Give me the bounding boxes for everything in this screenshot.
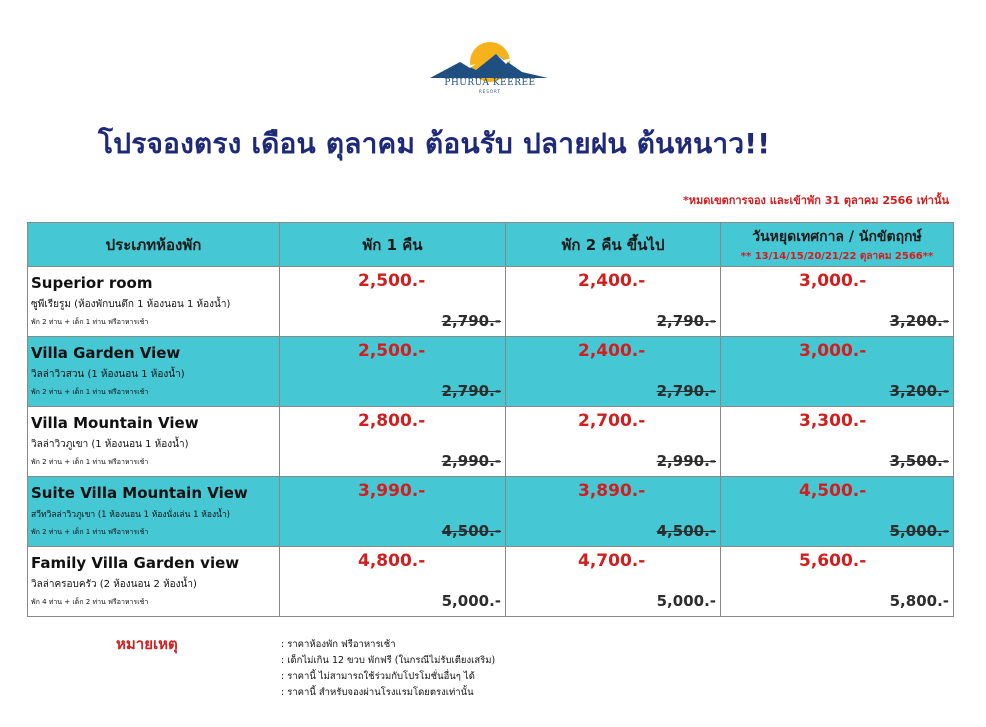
remark-item: : ราคานี้ สำหรับจองผ่านโรงแรมโดยตรงเท่านั้น — [281, 687, 474, 698]
table-row — [28, 477, 954, 547]
room-description: สวีทวิลล่าวิวภูเขา (1 ห้องนอน 1 ห้องนั่งเล่น 1 ห้องน้ำ) — [31, 510, 231, 520]
room-occupancy: พัก 4 ท่าน + เด็ก 2 ท่าน ฟรีอาหารเช้า — [31, 598, 149, 606]
regular-price: 2,990.- — [656, 452, 716, 470]
remark-item: : ราคาห้องพัก ฟรีอาหารเช้า — [281, 639, 396, 650]
promo-price: 2,400.- — [578, 271, 646, 291]
table-header-row — [28, 223, 954, 267]
room-name: Superior room — [31, 274, 153, 292]
regular-price: 5,000.- — [656, 592, 716, 610]
price-cell-two-nights — [506, 337, 721, 407]
remark-item: : ราคานี้ ไม่สามารถใช้ร่วมกับโปรโมชั่นอื่นๆ ได้ — [281, 671, 475, 682]
price-cell-one-night — [280, 267, 506, 337]
price-cell-two-nights — [506, 477, 721, 547]
promo-price: 3,000.- — [799, 341, 867, 361]
price-cell-two-nights — [506, 407, 721, 477]
promo-price: 2,500.- — [358, 271, 426, 291]
price-cell-holiday — [721, 547, 954, 617]
header-room-type: ประเภทห้องพัก — [28, 223, 280, 267]
room-occupancy: พัก 2 ท่าน + เด็ก 1 ท่าน ฟรีอาหารเช้า — [31, 318, 149, 326]
room-description: วิลล่าวิวสวน (1 ห้องนอน 1 ห้องน้ำ) — [31, 369, 185, 380]
regular-price: 5,000.- — [441, 592, 501, 610]
room-name: Suite Villa Mountain View — [31, 484, 248, 502]
promo-price: 3,300.- — [799, 411, 867, 431]
brand-name: PHURUA KEEREE — [444, 78, 536, 88]
room-cell — [28, 547, 280, 617]
booking-deadline-note: *หมดเขตการจอง และเข้าพัก 31 ตุลาคม 2566 เท่านั้น — [682, 194, 949, 207]
rate-table — [27, 222, 954, 617]
room-occupancy: พัก 2 ท่าน + เด็ก 1 ท่าน ฟรีอาหารเช้า — [31, 388, 149, 396]
promo-price: 3,990.- — [358, 481, 426, 501]
table-row — [28, 407, 954, 477]
promo-price: 4,500.- — [799, 481, 867, 501]
regular-price: 3,200.- — [889, 382, 949, 400]
regular-price: 3,200.- — [889, 312, 949, 330]
table-row — [28, 547, 954, 617]
promo-price: 2,800.- — [358, 411, 426, 431]
page-title: โปรจองตรง เดือน ตุลาคม ต้อนรับ ปลายฝน ต้นหนาว!! — [98, 127, 771, 160]
remarks-list — [281, 637, 495, 701]
header-holiday — [721, 223, 954, 267]
promo-price: 3,890.- — [578, 481, 646, 501]
room-cell — [28, 267, 280, 337]
remark-item: : เด็กไม่เกิน 12 ขวบ พักฟรี (ในกรณีไม่รับเตียงเสริม) — [281, 655, 496, 666]
table-row — [28, 337, 954, 407]
promo-price: 3,000.- — [799, 271, 867, 291]
room-name: Villa Mountain View — [31, 414, 199, 432]
price-cell-one-night — [280, 477, 506, 547]
regular-price: 5,000.- — [889, 522, 949, 540]
price-cell-holiday — [721, 407, 954, 477]
regular-price: 4,500.- — [441, 522, 501, 540]
promo-price: 2,400.- — [578, 341, 646, 361]
regular-price: 5,800.- — [889, 592, 949, 610]
promo-price: 5,600.- — [799, 551, 867, 571]
promo-price: 2,500.- — [358, 341, 426, 361]
price-cell-holiday — [721, 477, 954, 547]
room-occupancy: พัก 2 ท่าน + เด็ก 1 ท่าน ฟรีอาหารเช้า — [31, 528, 149, 536]
header-holiday-dates: ** 13/14/15/20/21/22 ตุลาคม 2566** — [740, 250, 934, 262]
table-row — [28, 267, 954, 337]
price-cell-one-night — [280, 547, 506, 617]
room-cell — [28, 337, 280, 407]
header-holiday-label: วันหยุดเทศกาล / นักขัตฤกษ์ — [752, 228, 922, 245]
room-description: ซูพีเรียรูม (ห้องพักบนตึก 1 ห้องนอน 1 ห้องน้ำ) — [31, 299, 231, 310]
regular-price: 3,500.- — [889, 452, 949, 470]
regular-price: 4,500.- — [656, 522, 716, 540]
room-description: วิลล่าวิวภูเขา (1 ห้องนอน 1 ห้องน้ำ) — [31, 439, 189, 450]
room-name: Family Villa Garden view — [31, 554, 240, 572]
header-one-night: พัก 1 คืน — [280, 223, 506, 267]
promo-price: 4,700.- — [578, 551, 646, 571]
regular-price: 2,790.- — [441, 312, 501, 330]
header-two-nights: พัก 2 คืน ขึ้นไป — [506, 223, 721, 267]
room-occupancy: พัก 2 ท่าน + เด็ก 1 ท่าน ฟรีอาหารเช้า — [31, 458, 149, 466]
regular-price: 2,990.- — [441, 452, 501, 470]
price-cell-one-night — [280, 337, 506, 407]
promo-price: 2,700.- — [578, 411, 646, 431]
remarks-label: หมายเหตุ — [116, 635, 178, 653]
regular-price: 2,790.- — [656, 312, 716, 330]
room-cell — [28, 477, 280, 547]
price-cell-holiday — [721, 337, 954, 407]
promo-price: 4,800.- — [358, 551, 426, 571]
regular-price: 2,790.- — [441, 382, 501, 400]
price-cell-two-nights — [506, 547, 721, 617]
price-cell-two-nights — [506, 267, 721, 337]
room-cell — [28, 407, 280, 477]
room-name: Villa Garden View — [31, 344, 181, 362]
brand-tagline: RESORT — [479, 89, 501, 94]
regular-price: 2,790.- — [656, 382, 716, 400]
price-cell-holiday — [721, 267, 954, 337]
price-cell-one-night — [280, 407, 506, 477]
room-description: วิลล่าครอบครัว (2 ห้องนอน 2 ห้องน้ำ) — [31, 579, 197, 590]
